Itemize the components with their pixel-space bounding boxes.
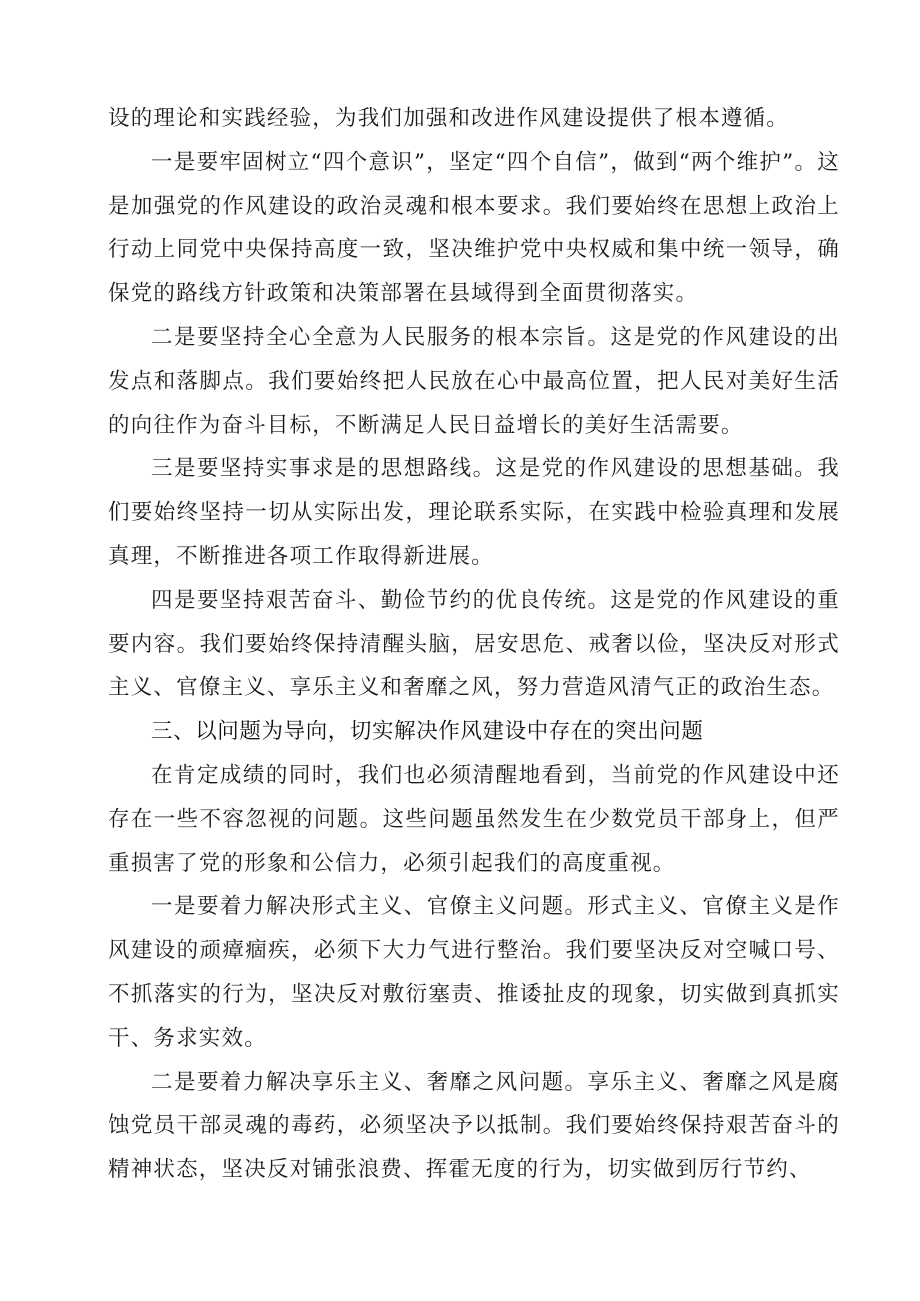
section2-point-4: 四是要坚持艰苦奋斗、勤俭节约的优良传统。这是党的作风建设的重要内容。我们要始终保持清醒头脑，居安思危、戒奢以俭，坚决反对形式主义、官僚主义、享乐主义和奢靡之风，努力营造风清气正的政治生态。: [108, 587, 840, 701]
document-body: [108, 97, 840, 1192]
section3-point-1: 一是要着力解决形式主义、官僚主义问题。形式主义、官僚主义是作风建设的顽瘴痼疾，必须下大力气进行整治。我们要坚决反对空喊口号、不抓落实的行为，坚决反对敷衍塞责、推诿扯皮的现象，切实做到真抓实干、务求实效。: [108, 894, 840, 1051]
intro-tail-paragraph: 设的理论和实践经验，为我们加强和改进作风建设提供了根本遵循。: [108, 106, 790, 131]
section2-point-3: 三是要坚持实事求是的思想路线。这是党的作风建设的思想基础。我们要始终坚持一切从实际出发，理论联系实际，在实践中检验真理和发展真理，不断推进各项工作取得新进展。: [108, 456, 840, 569]
section3-intro-paragraph: 在肯定成绩的同时，我们也必须清醒地看到，当前党的作风建设中还存在一些不容忽视的问题。这些问题虽然发生在少数党员干部身上，但严重损害了党的形象和公信力，必须引起我们的高度重视。: [108, 762, 840, 876]
section2-point-1: 一是要牢固树立“四个意识”，坚定“四个自信”，做到“两个维护”。这是加强党的作风建设的政治灵魂和根本要求。我们要始终在思想上政治上行动上同党中央保持高度一致，坚决维护党中央权威和集中统一领导，确保党的路线方针政策和决策部署在县域得到全面贯彻落实。: [108, 149, 840, 307]
section3-heading: 三、以问题为导向，切实解决作风建设中存在的突出问题: [151, 719, 704, 745]
section2-point-2: 二是要坚持全心全意为人民服务的根本宗旨。这是党的作风建设的出发点和落脚点。我们要始终把人民放在心中最高位置，把人民对美好生活的向往作为奋斗目标，不断满足人民日益增长的美好生活需要。: [108, 324, 840, 438]
section3-point-2: 二是要着力解决享乐主义、奢靡之风问题。享乐主义、奢靡之风是腐蚀党员干部灵魂的毒药，必须坚决予以抵制。我们要始终保持艰苦奋斗的精神状态，坚决反对铺张浪费、挥霍无度的行为，切实做到厉行节约、: [108, 1069, 840, 1183]
